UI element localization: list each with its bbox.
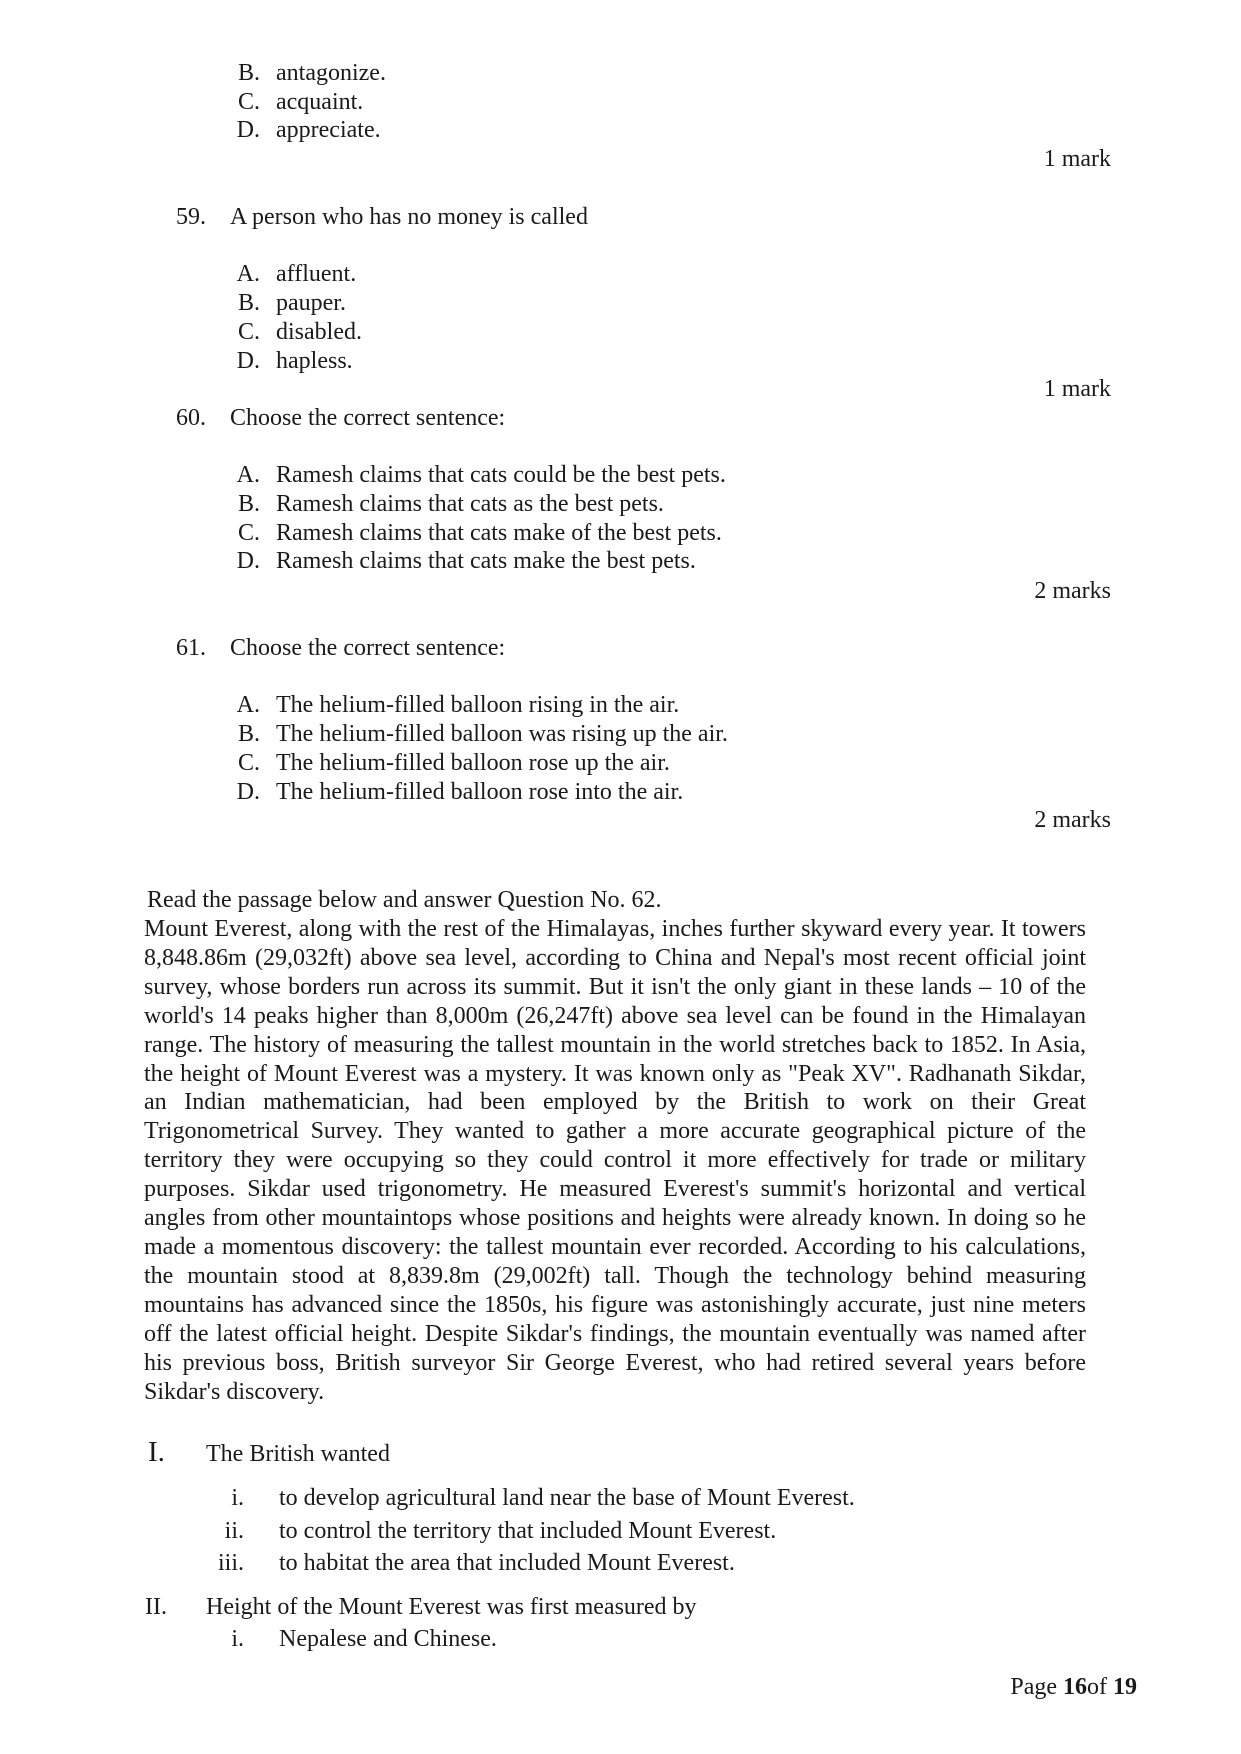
question-number: 60. [176,405,206,431]
option-text: The helium-filled balloon rose up the air. [276,750,670,776]
option-letter: C. [237,520,260,546]
roman-label: i. [231,1485,244,1511]
question-stem: Choose the correct sentence: [230,635,506,661]
marks-label: 2 marks [1034,578,1111,604]
option-letter: A. [236,261,260,287]
part-numeral: I. [148,1436,165,1468]
option-text: disabled. [276,319,362,345]
page-total: 19 [1113,1674,1137,1700]
option-letter: B. [237,721,260,747]
option-text: to control the territory that included Mount Everest. [279,1518,777,1544]
question-number: 61. [176,635,206,661]
of-word: of [1087,1674,1107,1700]
option-text: antagonize. [276,60,386,86]
passage-intro: Read the passage below and answer Question No. 62. [147,887,662,913]
option-letter: B. [237,290,260,316]
marks-label: 1 mark [1043,376,1111,402]
option-text: Ramesh claims that cats as the best pets. [276,491,664,517]
passage-text: Mount Everest, along with the rest of the Himalayas, inches further skyward every year. It towers 8,848.86m (29,032ft) above sea level, according to China and Nepal's most recent official joint survey, whose borders run across its summit. But it isn't the only giant in these lands – 10 of the world's 14 peaks higher than 8,000m (26,247ft) above sea level can be found in the Himalayan range. The history of measuring the tallest mountain in the world stretches back to 1852. In Asia, the height of Mount Everest was a mystery. It was known only as "Peak XV". Radhanath Sikdar, an Indian mathematician, had been employed by the British to work on their Great Trigonometrical Survey. They wanted to gather a more accurate geographical picture of the territory they were occupying so they could control it more effectively for trade or military purposes. Sikdar used trigonometry. He measured Everest's summit's horizontal and vertical angles from other mountaintops whose positions and heights were already known. In doing so he made a momentous discovery: the tallest mountain ever recorded. According to his calculations, the mountain stood at 8,839.8m (29,002ft) tall. Though the technology behind measuring mountains has advanced since the 1850s, his figure was astonishingly accurate, just nine meters off the latest official height. Despite Sikdar's findings, the mountain eventually was named after his previous boss, British surveyor Sir George Everest, who had retired several years before Sikdar's discovery. [144,916,1086,1405]
page-footer [1010,1674,1137,1701]
option-letter: D. [236,548,260,574]
roman-label: i. [231,1626,244,1652]
option-text: to habitat the area that included Mount Everest. [279,1550,735,1576]
marks-label: 2 marks [1034,807,1111,833]
option-letter: C. [237,319,260,345]
option-text: hapless. [276,348,353,374]
option-letter: A. [236,462,260,488]
option-letter: C. [237,89,260,115]
option-text: acquaint. [276,89,364,115]
option-letter: B. [237,491,260,517]
question-stem: A person who has no money is called [230,204,588,230]
option-text: pauper. [276,290,346,316]
option-text: Nepalese and Chinese. [279,1626,497,1652]
part-stem: The British wanted [206,1441,390,1467]
roman-label: ii. [224,1518,244,1544]
option-text: appreciate. [276,117,381,143]
question-number: 59. [176,204,206,230]
option-text: Ramesh claims that cats could be the best pets. [276,462,726,488]
option-letter: D. [236,779,260,805]
option-text: The helium-filled balloon rising in the air. [276,692,680,718]
option-text: to develop agricultural land near the base of Mount Everest. [279,1485,855,1511]
option-letter: C. [237,750,260,776]
option-letter: D. [236,117,260,143]
option-text: The helium-filled balloon was rising up the air. [276,721,728,747]
question-stem: Choose the correct sentence: [230,405,506,431]
option-text: affluent. [276,261,357,287]
page-number: 16 [1063,1674,1087,1700]
option-text: Ramesh claims that cats make of the best pets. [276,520,722,546]
option-letter: A. [236,692,260,718]
roman-label: iii. [217,1550,244,1576]
option-text: Ramesh claims that cats make the best pets. [276,548,696,574]
option-letter: D. [236,348,260,374]
page-word: Page [1010,1674,1057,1700]
part-stem: Height of the Mount Everest was first measured by [206,1594,697,1620]
part-numeral: II. [145,1594,167,1620]
marks-label: 1 mark [1043,146,1111,172]
option-letter: B. [237,60,260,86]
option-text: The helium-filled balloon rose into the air. [276,779,684,805]
